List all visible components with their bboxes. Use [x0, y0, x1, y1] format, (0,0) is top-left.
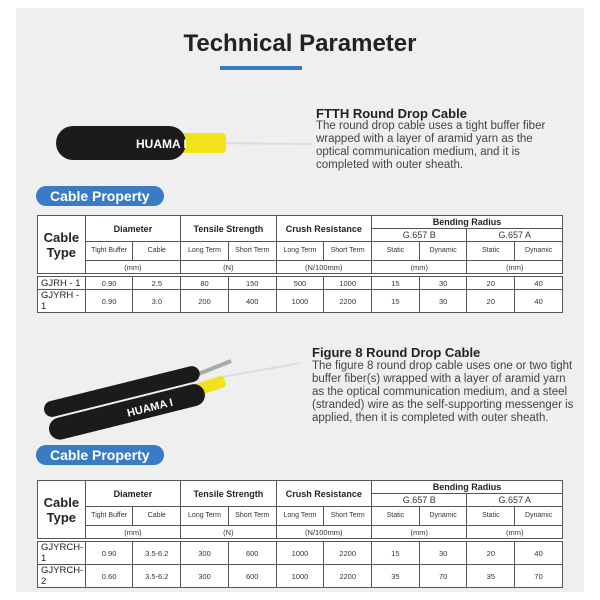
- table-cell: 3.5-6.2: [133, 565, 181, 588]
- table-cell: 15: [372, 277, 420, 290]
- table-cell: Diameter: [85, 216, 180, 242]
- table-cell: 0.90: [85, 542, 133, 565]
- figure8-cable-image: [36, 353, 306, 443]
- table-cell: (N): [181, 261, 276, 274]
- table-cell: 300: [181, 565, 229, 588]
- table-cell: 400: [228, 290, 276, 313]
- table-cell: G.657 B: [372, 494, 467, 507]
- table-cell: 500: [276, 277, 324, 290]
- table-cell: (mm): [372, 526, 467, 539]
- table-cell: Dynamic: [515, 242, 563, 261]
- table-cell: Static: [467, 242, 515, 261]
- table-cell: 20: [467, 277, 515, 290]
- table-cell: 1000: [276, 290, 324, 313]
- table-row: [38, 277, 563, 290]
- table-cell: (N/100mm): [276, 261, 371, 274]
- table-cell: GJRH - 1: [38, 277, 86, 290]
- table-cell: 2200: [324, 565, 372, 588]
- table-cell: 0.90: [85, 290, 133, 313]
- table-cell: Tensile Strength: [181, 216, 276, 242]
- table-cell: Cable Type: [38, 216, 86, 274]
- table-cell: 600: [228, 565, 276, 588]
- table-cell: (mm): [85, 526, 180, 539]
- cable-property-label: Cable Property: [36, 186, 164, 206]
- table-cell: Short Term: [324, 242, 372, 261]
- table-cell: 80: [181, 277, 229, 290]
- table-cell: 0.60: [85, 565, 133, 588]
- table-cell: 150: [228, 277, 276, 290]
- table-cell: 1000: [324, 277, 372, 290]
- cable-brand: HUAMA I: [136, 137, 187, 151]
- table-cell: (mm): [467, 261, 563, 274]
- table-cell: Cable: [133, 507, 181, 526]
- table-cell: Short Term: [228, 242, 276, 261]
- table-cell: 20: [467, 542, 515, 565]
- table-row: [38, 542, 563, 565]
- table-row: [38, 565, 563, 588]
- cable1-description: The round drop cable uses a tight buffer fiber wrapped with a layer of aramid yarn as the optical communication medium, and it is completed with outer sheath.: [316, 120, 546, 171]
- table-cell: Tight Buffer: [85, 242, 133, 261]
- table-cell: Tight Buffer: [85, 507, 133, 526]
- table-cell: Cable: [133, 242, 181, 261]
- table-cell: 40: [515, 542, 563, 565]
- table-cell: 15: [372, 542, 420, 565]
- table-cell: Short Term: [228, 507, 276, 526]
- table-cell: Long Term: [276, 507, 324, 526]
- table-cell: (N): [181, 526, 276, 539]
- table-cell: Cable Type: [38, 481, 86, 539]
- table-cell: 2200: [324, 290, 372, 313]
- cable2-heading: Figure 8 Round Drop Cable: [312, 345, 481, 360]
- table-cell: 2200: [324, 542, 372, 565]
- cable2-spec-table: [37, 480, 563, 588]
- table-cell: (mm): [85, 261, 180, 274]
- cable-property-label-2: Cable Property: [36, 445, 164, 465]
- table-cell: Static: [467, 507, 515, 526]
- table-cell: Short Term: [324, 507, 372, 526]
- cable2-description: The figure 8 round drop cable uses one or two tight buffer fiber(s) wrapped with a layer of aramid yarn as the optical communication medium, and a steel (stranded) wire as the self-supporting messenger is applied, then it is completed with outer sheath.: [312, 360, 574, 424]
- table-cell: 600: [228, 542, 276, 565]
- table-cell: (N/100mm): [276, 526, 371, 539]
- table-cell: Long Term: [181, 242, 229, 261]
- table-cell: Bending Radius: [372, 481, 563, 494]
- table-cell: Tensile Strength: [181, 481, 276, 507]
- table-cell: 3.0: [133, 290, 181, 313]
- table-cell: Long Term: [276, 242, 324, 261]
- table-cell: GJYRH - 1: [38, 290, 86, 313]
- table-cell: Dynamic: [419, 242, 467, 261]
- table-cell: Bending Radius: [372, 216, 563, 229]
- table-cell: 35: [372, 565, 420, 588]
- table-cell: 40: [515, 277, 563, 290]
- round-drop-cable-image: [46, 118, 316, 168]
- table-cell: 2.5: [133, 277, 181, 290]
- table-cell: GJYRCH-1: [38, 542, 86, 565]
- table-cell: 200: [181, 290, 229, 313]
- table-cell: GJYRCH-2: [38, 565, 86, 588]
- table-cell: 1000: [276, 565, 324, 588]
- table-cell: (mm): [467, 526, 563, 539]
- cable1-spec-table: [37, 215, 563, 313]
- table-cell: Static: [372, 242, 420, 261]
- table-cell: 70: [419, 565, 467, 588]
- table-cell: 15: [372, 290, 420, 313]
- table-cell: Crush Resistance: [276, 216, 371, 242]
- page-title: Technical Parameter: [183, 30, 417, 57]
- page: [16, 8, 584, 592]
- table-cell: Dynamic: [419, 507, 467, 526]
- table-cell: G.657 A: [467, 494, 563, 507]
- table-cell: Static: [372, 507, 420, 526]
- table-cell: Crush Resistance: [276, 481, 371, 507]
- table-cell: 30: [419, 542, 467, 565]
- table-cell: Long Term: [181, 507, 229, 526]
- title-underline: [220, 66, 302, 70]
- table-cell: G.657 A: [467, 229, 563, 242]
- table-cell: 20: [467, 290, 515, 313]
- table-cell: Diameter: [85, 481, 180, 507]
- table-cell: 0.90: [85, 277, 133, 290]
- table-cell: 30: [419, 277, 467, 290]
- table-cell: 70: [515, 565, 563, 588]
- cable1-heading: FTTH Round Drop Cable: [316, 106, 467, 121]
- table-cell: Dynamic: [515, 507, 563, 526]
- table-cell: 300: [181, 542, 229, 565]
- table-cell: 1000: [276, 542, 324, 565]
- table-cell: 40: [515, 290, 563, 313]
- table-cell: 3.5-6.2: [133, 542, 181, 565]
- table-cell: G.657 B: [372, 229, 467, 242]
- svg-text:HUAMA I: HUAMA I: [126, 396, 175, 420]
- table-cell: 35: [467, 565, 515, 588]
- table-cell: 30: [419, 290, 467, 313]
- table-row: [38, 290, 563, 313]
- table-cell: (mm): [372, 261, 467, 274]
